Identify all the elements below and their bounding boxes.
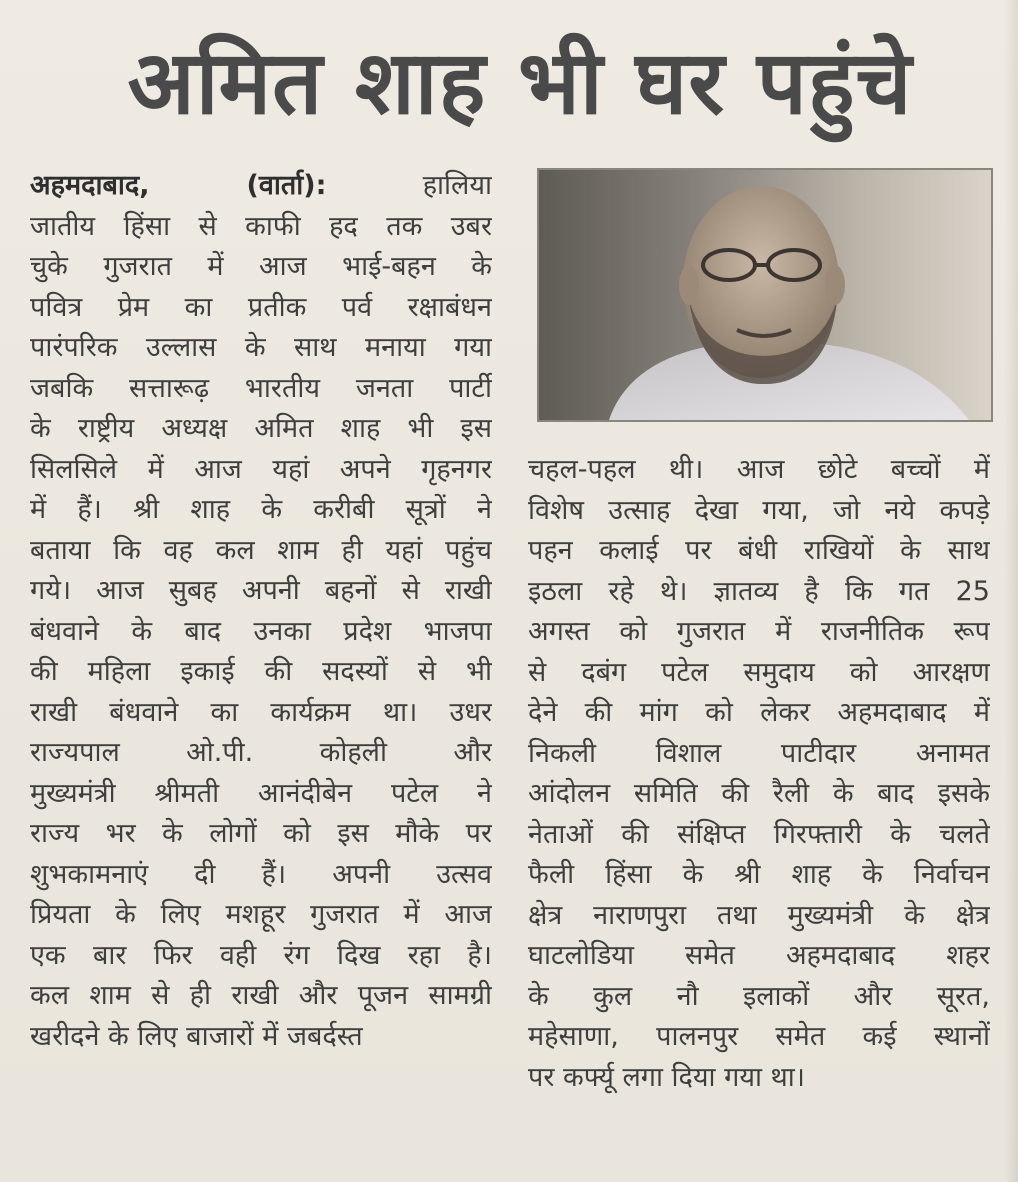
article-line: फैली हिंसा के श्री शाह के निर्वाचन	[528, 859, 990, 890]
article-line: गये। आज सुबह अपनी बहनों से राखी	[30, 575, 492, 606]
article-line: बताया कि वह कल शाम ही यहां पहुंच	[30, 534, 492, 566]
dateline: अहमदाबाद, (वार्ता):	[30, 170, 327, 201]
article-line: शुभकामनाएं दी हैं। अपनी उत्सव	[30, 858, 492, 890]
article-line: अगस्त को गुजरात में राजनीतिक रूप	[528, 616, 990, 647]
article-line: मुख्यमंत्री श्रीमती आनंदीबेन पटेल ने	[30, 777, 492, 809]
article-line: नेताओं की संक्षिप्त गिरफ्तारी के चलते	[528, 818, 990, 850]
article-line: इठला रहे थे। ज्ञातव्य है कि गत 25	[528, 575, 990, 607]
article-line: राखी बंधवाने का कार्यक्रम था। उधर	[30, 696, 492, 728]
article-line: कल शाम से ही राखी और पूजन सामग्री	[30, 980, 492, 1011]
page-edge	[1004, 0, 1018, 1182]
article-line: पहन कलाई पर बंधी राखियों के साथ	[528, 535, 990, 566]
article-line: घाटलोडिया समेत अहमदाबाद शहर	[528, 940, 990, 971]
article-line: क्षेत्र नाराणपुरा तथा मुख्यमंत्री के क्षेत्र	[528, 899, 990, 931]
article-line: खरीदने के लिए बाजारों में जबर्दस्त	[30, 1020, 363, 1052]
article-line: में हैं। श्री शाह के करीबी सूत्रों ने	[30, 494, 492, 525]
article-line: राज्यपाल ओ.पी. कोहली और	[30, 737, 492, 768]
article-line: निकली विशाल पाटीदार अनामत	[528, 737, 990, 769]
article-line: प्रियता के लिए मशहूर गुजरात में आज	[30, 899, 492, 930]
article-column-right	[528, 450, 990, 1098]
article-line: पर कर्फ्यू लगा दिया गया था।	[528, 1061, 806, 1093]
article-column-left	[30, 166, 492, 1057]
article-line: से दबंग पटेल समुदाय को आरक्षण	[528, 656, 990, 688]
article-line: महेसाणा, पालनपुर समेत कई स्थानों	[528, 1021, 990, 1052]
article-line: सिलसिले में आज यहां अपने गृहनगर	[30, 453, 492, 485]
article-line: पवित्र प्रेम का प्रतीक पर्व रक्षाबंधन	[30, 291, 492, 323]
headline: अमित शाह भी घर पहुंचे	[127, 31, 913, 134]
article-line: पारंपरिक उल्लास के साथ मनाया गया	[30, 332, 492, 363]
article-line: के राष्ट्रीय अध्यक्ष अमित शाह भी इस	[30, 413, 492, 444]
article-line	[30, 166, 492, 207]
article-line: देने की मांग को लेकर अहमदाबाद में	[528, 697, 990, 728]
article-line: के कुल नौ इलाकों और सूरत,	[528, 980, 990, 1012]
portrait-illustration	[539, 170, 991, 420]
article-line: जातीय हिंसा से काफी हद तक उबर	[30, 210, 492, 242]
article-line: एक बार फिर वही रंग दिख रहा है।	[30, 939, 492, 971]
article-line-text: हालिया	[326, 170, 492, 201]
article-line: की महिला इकाई की सदस्यों से भी	[30, 656, 492, 687]
article-line: राज्य भर के लोगों को इस मौके पर	[30, 818, 492, 849]
article-line: विशेष उत्साह देखा गया, जो नये कपड़े	[528, 494, 990, 526]
article-line: चहल-पहल थी। आज छोटे बच्चों में	[528, 454, 990, 485]
portrait-photo	[537, 168, 993, 422]
article-line: बंधवाने के बाद उनका प्रदेश भाजपा	[30, 615, 492, 647]
article-line: आंदोलन समिति की रैली के बाद इसके	[528, 778, 990, 809]
article-line: जबकि सत्तारूढ़ भारतीय जनता पार्टी	[30, 372, 492, 404]
article-line: चुके गुजरात में आज भाई-बहन के	[30, 251, 492, 282]
